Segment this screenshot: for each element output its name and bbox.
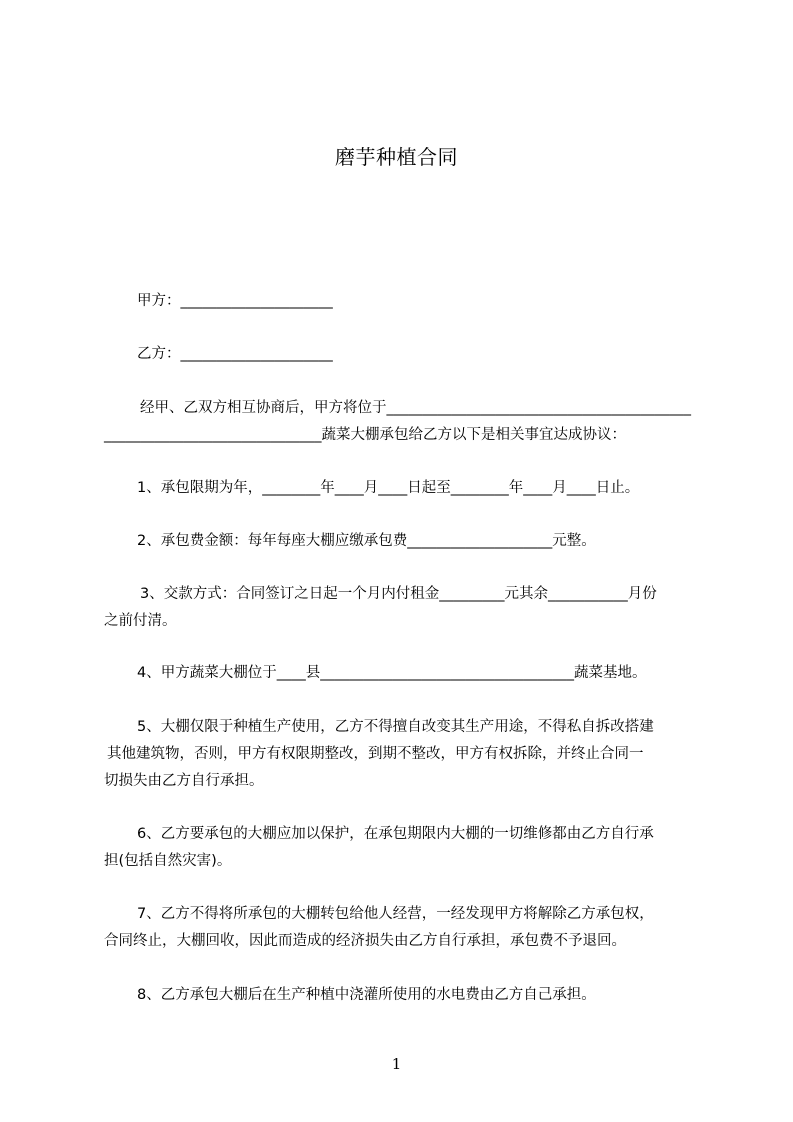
clause-2: 2、承包费金额：每年每座大棚应缴承包费____________________元整。 [137, 533, 596, 549]
clause-5-line-3: 切损失由乙方自行承担。 [104, 773, 264, 789]
clause-8: 8、乙方承包大棚后在生产种植中浇灌所使用的水电费由乙方自己承担。 [137, 987, 596, 1003]
clause-7-line-1: 7、乙方不得将所承包的大棚转包给他人经营，一经发现甲方将解除乙方承包权， [137, 906, 654, 922]
page-number: 1 [391, 1055, 402, 1073]
clause-4: 4、甲方蔬菜大棚位于____县___________________________________蔬菜基地。 [137, 665, 647, 681]
clause-6-line-2: 担(包括自然灾害)。 [104, 853, 232, 869]
clause-6-line-1: 6、乙方要承包的大棚应加以保护，在承包期限内大棚的一切维修都由乙方自行承 [137, 826, 654, 842]
document-title: 磨芋种植合同 [335, 145, 458, 169]
clause-5-line-2: 其他建筑物，否则，甲方有权限期整改，到期不整改，甲方有权拆除，并终止合同一 [107, 746, 644, 762]
clause-7-line-2: 合同终止，大棚回收，因此而造成的经济损失由乙方自行承担，承包费不予退回。 [104, 933, 626, 949]
party-b-line: 乙方：_____________________ [137, 346, 333, 362]
intro-line-1: 经甲、乙双方相互协商后，甲方将位于__________________________________________ [140, 400, 691, 416]
clause-5-line-1: 5、大棚仅限于种植生产使用，乙方不得擅自改变其生产用途，不得私自拆改搭建 [137, 719, 654, 735]
clause-3-line-2: 之前付清。 [104, 613, 177, 629]
clause-3-line-1: 3、交款方式：合同签订之日起一个月内付租金_________元其余___________月份 [140, 586, 657, 602]
party-a-line: 甲方：_____________________ [137, 293, 333, 309]
intro-line-2: ______________________________蔬菜大棚承包给乙方以下是相关事宜达成协议： [104, 427, 626, 443]
clause-1: 1、承包限期为年，________年____月____日起至________年____月____日止。 [137, 480, 640, 496]
